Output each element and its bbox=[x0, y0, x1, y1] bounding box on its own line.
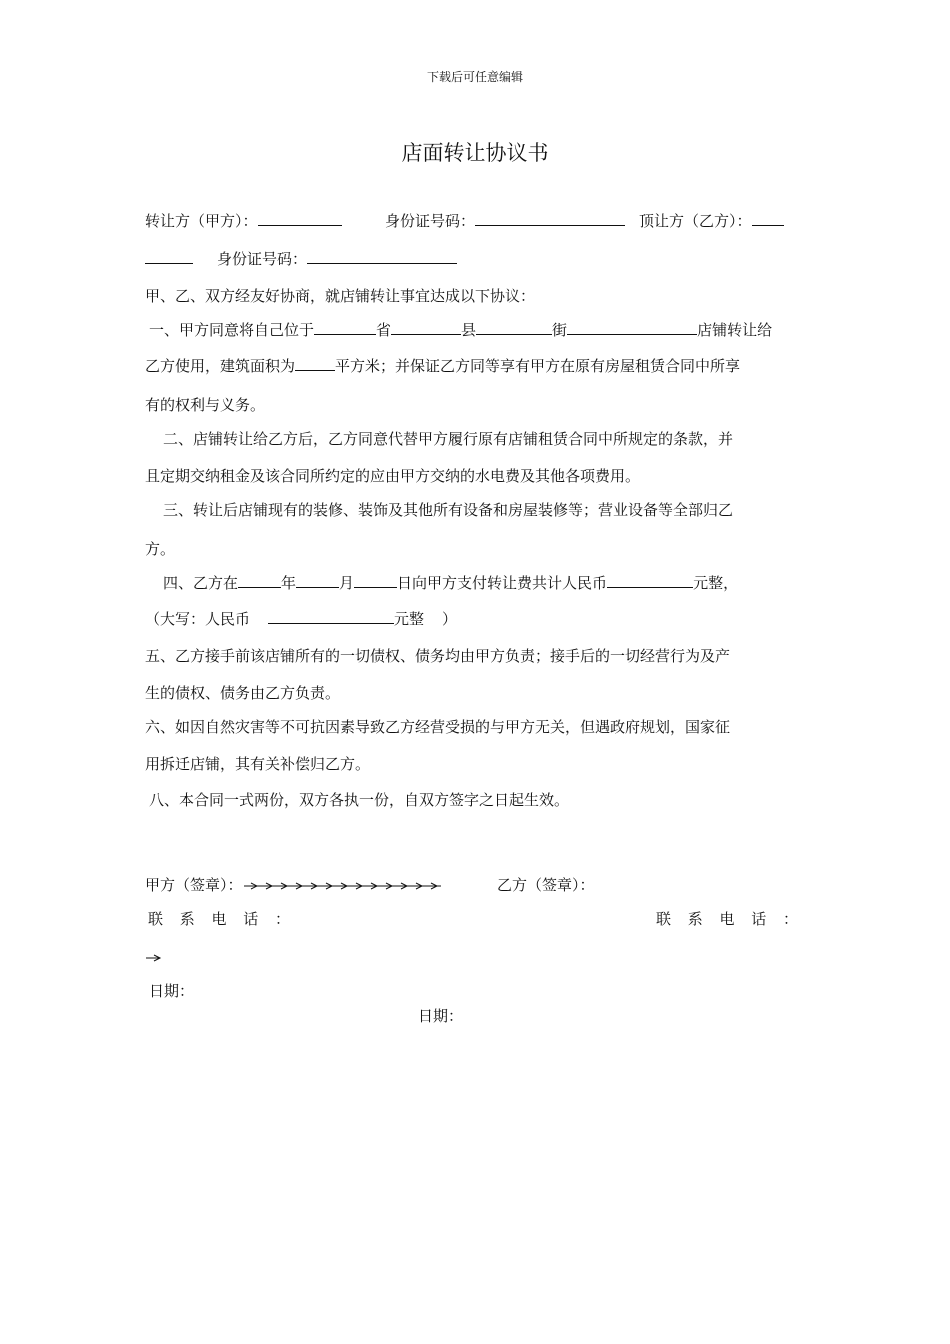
clause-2-line-2: 且定期交纳租金及该合同所约定的应由甲方交纳的水电费及其他各项费用。 bbox=[145, 467, 641, 485]
arrow-icon bbox=[145, 952, 163, 964]
id-blank-2[interactable] bbox=[307, 249, 457, 264]
party-b-signature-label: 乙方（签章）： bbox=[497, 876, 595, 894]
transferee-blank-a[interactable] bbox=[752, 211, 784, 226]
phone-char: 系 bbox=[687, 910, 703, 928]
party-a-signature-line bbox=[145, 875, 443, 895]
intro-text: 甲、乙、双方经友好协商，就店铺转让事宜达成以下协议： bbox=[145, 287, 536, 305]
month-blank[interactable] bbox=[296, 573, 339, 588]
year-blank[interactable] bbox=[238, 573, 281, 588]
clause-1-text-c: 乙方使用，建筑面积为 bbox=[145, 357, 296, 375]
street-label: 街 bbox=[552, 321, 568, 339]
fee-words-blank[interactable] bbox=[268, 609, 394, 624]
id-label-1: 身份证号码： bbox=[385, 212, 476, 230]
phone-char: 联 bbox=[656, 910, 672, 928]
clause-4-text-c: 元整， bbox=[693, 574, 739, 592]
county-blank[interactable] bbox=[391, 320, 461, 335]
transferor-blank[interactable] bbox=[258, 211, 342, 226]
phone-char: ： bbox=[274, 910, 290, 928]
id-label-2: 身份证号码： bbox=[217, 250, 308, 268]
clause-4-line-2 bbox=[145, 609, 457, 629]
clause-5-line-1: 五、乙方接手前该店铺所有的一切债权、债务均由甲方负责；接手后的一切经营行为及产 bbox=[145, 647, 731, 665]
party-a-signature-label: 甲方（签章）： bbox=[145, 876, 243, 894]
page-header: 下载后可任意编辑 bbox=[426, 70, 523, 84]
phone-char: 系 bbox=[179, 910, 195, 928]
phone-char: 话 bbox=[243, 910, 259, 928]
clause-3-line-1: 三、转让后店铺现有的装修、装饰及其他所有设备和房屋装修等；营业设备等全部归乙 bbox=[163, 501, 734, 519]
party-a-date-label: 日期： bbox=[149, 982, 195, 1000]
transferee-line bbox=[639, 211, 784, 231]
parties-line-1 bbox=[145, 211, 342, 231]
clause-6-line-2: 用拆迁店铺，其有关补偿归乙方。 bbox=[145, 755, 371, 773]
clause-1-text-d: 平方米；并保证乙方同等享有甲方在原有房屋租赁合同中所享 bbox=[335, 357, 741, 375]
party-a-phone-label bbox=[148, 909, 290, 929]
id-line-2 bbox=[217, 249, 457, 269]
fee-blank[interactable] bbox=[607, 573, 693, 588]
clause-1-line-3: 有的权利与义务。 bbox=[145, 396, 266, 414]
clause-1-text-b: 店铺转让给 bbox=[697, 321, 773, 339]
clause-4-text-a: 四、乙方在 bbox=[163, 574, 239, 592]
clause-4-text-b: 日向甲方支付转让费共计人民币 bbox=[397, 574, 608, 592]
street-blank[interactable] bbox=[476, 320, 552, 335]
clause-1-line-2 bbox=[145, 356, 740, 376]
parties-line-2 bbox=[145, 249, 193, 269]
area-blank[interactable] bbox=[295, 356, 335, 371]
phone-char: ： bbox=[782, 910, 798, 928]
id-line-1 bbox=[385, 211, 625, 231]
phone-char: 话 bbox=[751, 910, 767, 928]
clause-2-line-1: 二、店铺转让给乙方后，乙方同意代替甲方履行原有店铺租赁合同中所规定的条款，并 bbox=[163, 430, 734, 448]
party-b-phone-label bbox=[656, 909, 798, 929]
clause-4-text-f: ） bbox=[442, 610, 458, 628]
county-label: 县 bbox=[461, 321, 477, 339]
id-blank-1[interactable] bbox=[475, 211, 625, 226]
transferee-blank-b[interactable] bbox=[145, 249, 193, 264]
clause-4-text-e: 元整 bbox=[394, 610, 425, 628]
day-blank[interactable] bbox=[354, 573, 397, 588]
document-title: 店面转让协议书 bbox=[401, 141, 549, 165]
clause-3-line-2: 方。 bbox=[145, 540, 176, 558]
phone-char: 电 bbox=[719, 910, 735, 928]
phone-char: 电 bbox=[211, 910, 227, 928]
transferee-label: 顶让方（乙方）： bbox=[639, 212, 752, 230]
clause-6-line-1: 六、如因自然灾害等不可抗因素导致乙方经营受损的与甲方无关，但遇政府规划，国家征 bbox=[145, 718, 731, 736]
clause-5-line-2: 生的债权、债务由乙方负责。 bbox=[145, 684, 341, 702]
clause-1-line-1 bbox=[149, 320, 772, 340]
month-label: 月 bbox=[339, 574, 355, 592]
province-label: 省 bbox=[376, 321, 392, 339]
clause-8: 八、本合同一式两份，双方各执一份，自双方签字之日起生效。 bbox=[149, 791, 570, 809]
province-blank[interactable] bbox=[314, 320, 376, 335]
clause-1-text-a: 一、甲方同意将自己位于 bbox=[149, 321, 315, 339]
clause-4-text-d: （大写：人民币 bbox=[145, 610, 251, 628]
phone-char: 联 bbox=[148, 910, 164, 928]
address-blank[interactable] bbox=[567, 320, 697, 335]
transferor-label: 转让方（甲方）： bbox=[145, 212, 258, 230]
year-label: 年 bbox=[281, 574, 297, 592]
clause-4-line-1 bbox=[163, 573, 738, 593]
party-b-date-label: 日期： bbox=[418, 1007, 464, 1025]
signature-arrows-icon bbox=[243, 880, 443, 892]
